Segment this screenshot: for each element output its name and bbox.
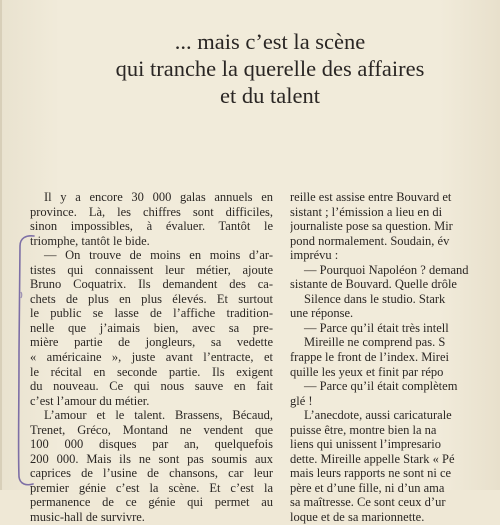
text-line: mais leurs rapports ne sont ni ce bbox=[290, 466, 452, 481]
text-line: Mireille ne comprend pas. S bbox=[304, 335, 446, 350]
text-line: premier génie c’est la scène. Et c’est la bbox=[30, 480, 273, 495]
text-line: frappe le front de l’index. Mirei bbox=[290, 350, 449, 365]
text-line: music-hall de survivre. bbox=[30, 510, 145, 525]
text-line: permanence de ce génie qui permet au bbox=[30, 495, 273, 510]
text-line: reille est assise entre Bouvard et bbox=[290, 190, 452, 204]
text-line: le public se lasse de l’affiche tradition- bbox=[30, 306, 273, 321]
text-line: tistes qui connaissent leur métier, ajoute bbox=[30, 262, 273, 277]
text-line: journaliste pose sa question. Mir bbox=[290, 219, 453, 234]
text-line: une réponse. bbox=[290, 306, 354, 321]
text-line: pond normalement. Soudain, év bbox=[290, 233, 450, 248]
headline-line: ... mais c’est la scène bbox=[174, 29, 366, 54]
text-line: le récital en seconde partie. Ils exigent bbox=[30, 364, 273, 379]
article-column-left bbox=[30, 190, 273, 525]
text-line: père et d’une fille, ni d’un ama bbox=[290, 480, 445, 495]
text-line: — Pourquoi Napoléon ? demand bbox=[304, 262, 469, 277]
text-line: Trenet, Gréco, Montand ne vendent que bbox=[30, 422, 273, 437]
text-line: sinon impossibles, à évaluer. Tantôt le bbox=[30, 219, 273, 234]
text-line: quille les yeux et finit par répo bbox=[290, 364, 444, 379]
text-line: — Parce qu’il était complètem bbox=[304, 379, 458, 394]
headline-line: et du talent bbox=[220, 83, 320, 108]
text-line: sa maîtresse. Ce sont ceux d’ur bbox=[290, 495, 446, 510]
article-column-right bbox=[290, 190, 500, 525]
text-line: Silence dans le studio. Stark bbox=[304, 291, 446, 306]
text-line: glé ! bbox=[290, 393, 313, 408]
text-line: chets de plus en plus élevés. Et surtout bbox=[30, 291, 273, 306]
text-line: province. Là, les chiffres sont difficiles, bbox=[30, 204, 273, 219]
text-line: L’anecdote, aussi caricaturale bbox=[304, 408, 452, 423]
page-edge-left bbox=[0, 0, 2, 490]
text-line: — Parce qu’il était très intell bbox=[304, 320, 449, 335]
headline bbox=[60, 28, 480, 109]
text-line: — On trouve de moins en moins d’ar- bbox=[44, 248, 273, 263]
text-line: Il y a encore 30 000 galas annuels en bbox=[44, 190, 273, 204]
text-line: nelle que j’aimais bien, avec sa pre- bbox=[30, 320, 273, 335]
text-line: dette. Mireille appelle Stark « Pé bbox=[290, 451, 455, 466]
text-line: « américaine », juste avant l’entracte, et bbox=[30, 350, 273, 365]
text-line: sistante de Bouvard. Quelle drôle bbox=[290, 277, 457, 292]
text-line: loque et de sa marionnette. bbox=[290, 510, 425, 525]
text-line: liens qui unissent l’impresario bbox=[290, 437, 442, 452]
headline-line: qui tranche la querelle des affaires bbox=[115, 56, 425, 81]
text-line: du nouveau. Ce qui nous sauve en fait bbox=[30, 379, 273, 394]
text-line: 200 000. Mais ils ne sont pas soumis aux bbox=[30, 451, 273, 466]
text-line: 100 000 disques par an, quelquefois bbox=[30, 437, 273, 452]
text-line: Bruno Coquatrix. Ils demandent des ca- bbox=[30, 277, 273, 292]
text-line: c’est l’amour du métier. bbox=[30, 393, 150, 408]
text-line: imprévu : bbox=[290, 248, 339, 263]
text-line: L’amour et le talent. Brassens, Bécaud, bbox=[44, 408, 273, 423]
text-line: sistant ; l’émission a lieu en di bbox=[290, 204, 443, 219]
text-line: caprices de l’usine de chansons, car leur bbox=[30, 466, 273, 481]
text-line: puisse être, montre bien la na bbox=[290, 422, 437, 437]
text-line: mière partie de jongleurs, sa vedette bbox=[30, 335, 273, 350]
text-line: triomphe, tantôt le bide. bbox=[30, 233, 150, 248]
